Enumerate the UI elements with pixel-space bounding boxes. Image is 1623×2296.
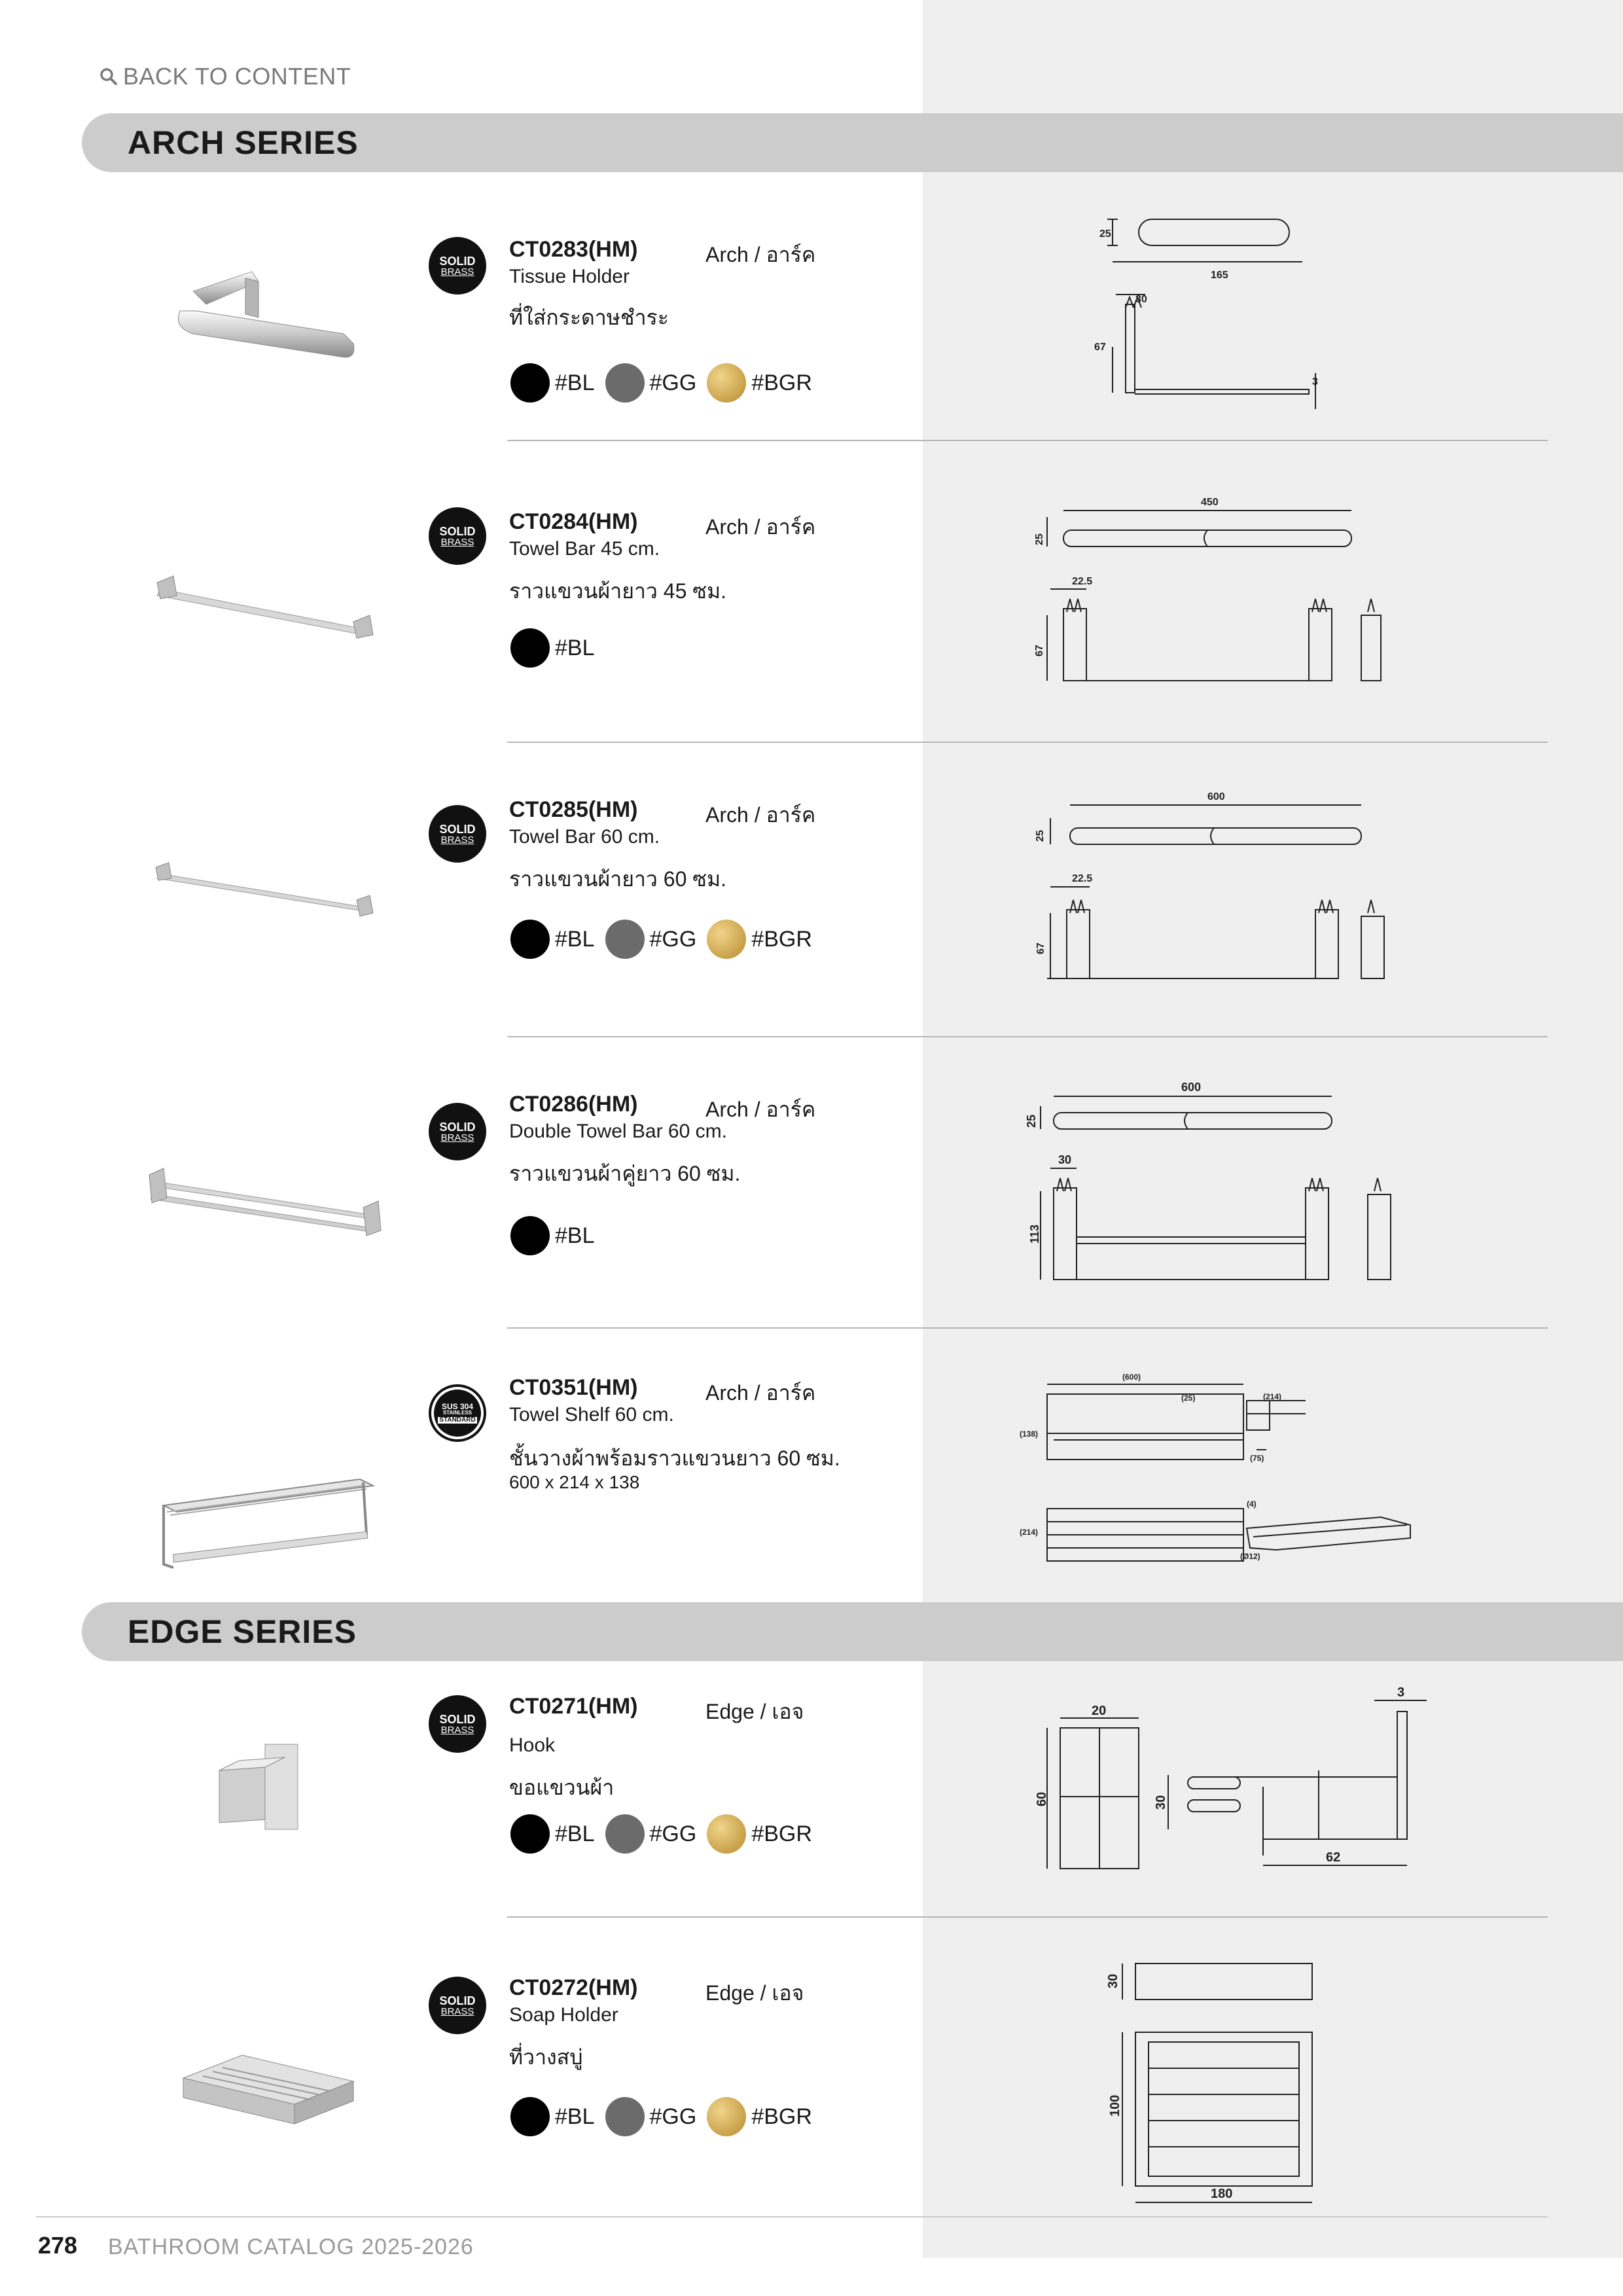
finish-options (510, 920, 823, 959)
finish-option[interactable]: #BL (510, 628, 595, 668)
finish-option[interactable]: #BL (510, 1814, 595, 1854)
gun-grey-swatch (605, 1814, 645, 1854)
series-header-edge (82, 1602, 1623, 1661)
product-name-en: Double Towel Bar 60 cm. (509, 1121, 727, 1142)
solid-brass-badge: SOLID BRASS (429, 1977, 486, 2034)
towel-bar-photo (151, 569, 380, 641)
series-title: EDGE SERIES (128, 1613, 357, 1650)
black-swatch (510, 2097, 550, 2136)
svg-text:30: 30 (1058, 1153, 1072, 1166)
product-name-en: Soap Holder (509, 2004, 618, 2026)
black-swatch (510, 1216, 550, 1255)
svg-text:100: 100 (1108, 2094, 1122, 2117)
hook-photo (213, 1741, 311, 1846)
svg-text:3: 3 (1397, 1685, 1405, 1700)
finish-options (510, 1814, 823, 1854)
svg-text:(138): (138) (1020, 1429, 1039, 1439)
svg-text:67: 67 (1034, 645, 1045, 656)
svg-text:(214): (214) (1020, 1528, 1039, 1537)
towel-shelf-photo (157, 1456, 380, 1581)
svg-text:67: 67 (1035, 942, 1046, 954)
back-to-content-link[interactable] (98, 63, 351, 90)
sus304-stainless-badge: SUS 304 STAINLESS STANDARD (429, 1384, 486, 1442)
product-series: Edge / เอจ (705, 1700, 804, 1723)
finish-option[interactable]: #BL (510, 920, 595, 959)
gun-grey-swatch (605, 2097, 645, 2136)
finish-option[interactable]: #BGR (707, 2097, 812, 2136)
divider (507, 742, 1548, 743)
finish-options (510, 1216, 605, 1255)
svg-text:67: 67 (1094, 342, 1106, 353)
product-name-th: ขอแขวนผ้า (509, 1776, 615, 1799)
divider (507, 1327, 1548, 1329)
brushed-gold-swatch (707, 363, 746, 403)
product-series: Edge / เอจ (705, 1981, 804, 2005)
product-name-en: Towel Bar 45 cm. (509, 538, 660, 560)
technical-drawing (1086, 1944, 1374, 2206)
product-series: Arch / อาร์ค (705, 803, 816, 827)
technical-drawing (1018, 1070, 1397, 1306)
svg-text:450: 450 (1201, 497, 1219, 508)
product-code: CT0271(HM) (509, 1694, 638, 1719)
svg-text:(600): (600) (1122, 1372, 1141, 1382)
product-name-th: ราวแขวนผ้ายาว 45 ซม. (509, 579, 726, 603)
svg-text:62: 62 (1326, 1850, 1341, 1865)
product-code: CT0286(HM) (509, 1092, 638, 1117)
tissue-holder-photo (167, 265, 363, 383)
finish-options (510, 628, 605, 668)
footer-divider (36, 2216, 1548, 2217)
gun-grey-swatch (605, 920, 645, 959)
finish-option[interactable]: #BGR (707, 920, 812, 959)
technical-drawing (1021, 491, 1400, 700)
search-icon (98, 66, 119, 87)
finish-option[interactable]: #GG (605, 1814, 697, 1854)
svg-text:(4): (4) (1247, 1499, 1257, 1509)
svg-text:(Ø12): (Ø12) (1240, 1552, 1260, 1561)
product-code: CT0284(HM) (509, 509, 638, 534)
brushed-gold-swatch (707, 1814, 746, 1854)
technical-drawing (1086, 190, 1348, 439)
divider (507, 1036, 1548, 1037)
finish-option[interactable]: #GG (605, 2097, 697, 2136)
svg-text:22.5: 22.5 (1072, 576, 1093, 587)
svg-text:(75): (75) (1250, 1454, 1264, 1463)
technical-drawing (1021, 779, 1400, 1001)
divider (507, 440, 1548, 441)
svg-text:(214): (214) (1263, 1392, 1282, 1401)
svg-text:113: 113 (1028, 1224, 1041, 1244)
svg-text:600: 600 (1207, 791, 1225, 802)
double-towel-bar-photo (144, 1158, 386, 1237)
product-dimensions: 600 x 214 x 138 (509, 1472, 640, 1492)
divider (507, 1916, 1548, 1918)
product-code: CT0283(HM) (509, 237, 638, 262)
svg-text:25: 25 (1099, 228, 1111, 240)
svg-text:25: 25 (1025, 1114, 1038, 1128)
black-swatch (510, 1814, 550, 1854)
product-series: Arch / อาร์ค (705, 1098, 816, 1121)
svg-text:165: 165 (1211, 270, 1228, 281)
finish-option[interactable]: #BL (510, 2097, 595, 2136)
svg-text:600: 600 (1181, 1081, 1202, 1094)
brushed-gold-swatch (707, 920, 746, 959)
product-code: CT0285(HM) (509, 797, 638, 822)
solid-brass-badge: SOLID BRASS (429, 507, 486, 565)
product-code: CT0272(HM) (509, 1975, 638, 2000)
technical-drawing (1021, 1676, 1440, 1892)
finish-option[interactable]: #GG (605, 920, 697, 959)
finish-option[interactable]: #BL (510, 363, 595, 403)
series-title: ARCH SERIES (128, 124, 359, 161)
solid-brass-badge: SOLID BRASS (429, 805, 486, 863)
svg-text:30: 30 (1135, 294, 1147, 305)
svg-text:25: 25 (1035, 830, 1046, 842)
catalog-name: BATHROOM CATALOG 2025-2026 (108, 2234, 474, 2259)
finish-option[interactable]: #GG (605, 363, 697, 403)
page-number: 278 (38, 2232, 78, 2259)
svg-text:180: 180 (1211, 2187, 1233, 2201)
solid-brass-badge: SOLID BRASS (429, 1695, 486, 1753)
product-name-th: ที่วางสบู่ (509, 2045, 583, 2069)
series-header-arch (82, 113, 1623, 172)
finish-option[interactable]: #BL (510, 1216, 595, 1255)
technical-drawing (1014, 1361, 1420, 1571)
solid-brass-badge: SOLID BRASS (429, 1103, 486, 1160)
product-name-en: Hook (509, 1734, 556, 1756)
soap-holder-photo (177, 2049, 360, 2134)
product-name-th: ที่ใส่กระดาษชำระ (509, 306, 669, 329)
finish-options (510, 2097, 823, 2136)
product-code: CT0351(HM) (509, 1375, 638, 1400)
svg-text:30: 30 (1154, 1795, 1168, 1810)
svg-text:60: 60 (1035, 1791, 1049, 1806)
black-swatch (510, 628, 550, 668)
black-swatch (510, 920, 550, 959)
black-swatch (510, 363, 550, 403)
product-name-en: Towel Shelf 60 cm. (509, 1404, 674, 1426)
finish-options (510, 363, 823, 403)
product-series: Arch / อาร์ค (705, 243, 816, 266)
product-name-th: ชั้นวางผ้าพร้อมราวแขวนยาว 60 ซม. (509, 1446, 840, 1470)
finish-option[interactable]: #BGR (707, 363, 812, 403)
product-name-th: ราวแขวนผ้ายาว 60 ซม. (509, 867, 726, 891)
towel-bar-photo (151, 857, 380, 923)
gun-grey-swatch (605, 363, 645, 403)
product-name-en: Towel Bar 60 cm. (509, 826, 660, 848)
solid-brass-badge: SOLID BRASS (429, 237, 486, 295)
svg-text:22.5: 22.5 (1072, 873, 1093, 884)
svg-text:20: 20 (1092, 1704, 1107, 1718)
svg-text:3: 3 (1312, 376, 1318, 387)
finish-option[interactable]: #BGR (707, 1814, 812, 1854)
svg-text:30: 30 (1106, 1973, 1120, 1988)
svg-text:(25): (25) (1181, 1393, 1196, 1403)
product-name-en: Tissue Holder (509, 266, 630, 287)
back-to-content-label: BACK TO CONTENT (123, 63, 351, 90)
brushed-gold-swatch (707, 2097, 746, 2136)
product-series: Arch / อาร์ค (705, 1381, 816, 1405)
product-name-th: ราวแขวนผ้าคู่ยาว 60 ซม. (509, 1162, 741, 1185)
product-series: Arch / อาร์ค (705, 515, 816, 539)
svg-text:25: 25 (1034, 533, 1045, 545)
